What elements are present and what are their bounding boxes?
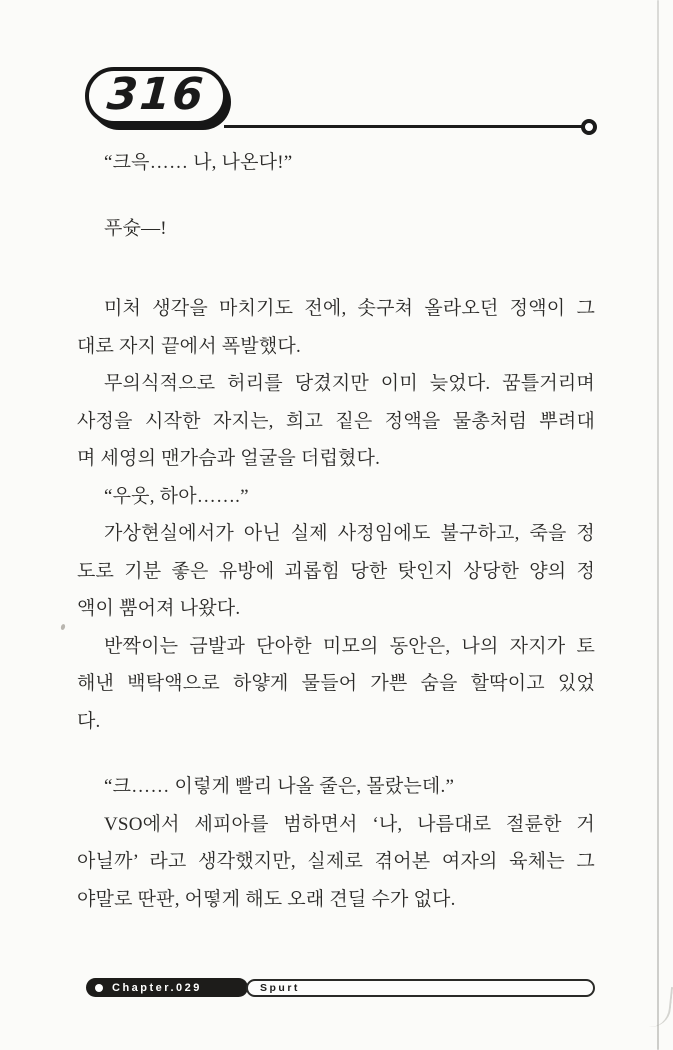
text-line: 도로 기분 좋은 유방에 괴롭힘 당한 탓인지 상당한 양의 정 [77, 560, 595, 582]
section-title-pill [246, 979, 595, 997]
text-line: 무의식적으로 허리를 당겼지만 이미 늦었다. 꿈틀거리며 [104, 373, 595, 394]
page-number: 316 [105, 68, 207, 120]
bullet-dot-icon [95, 984, 103, 992]
text-line: “크윽…… 나, 나온다!” [104, 152, 293, 173]
ring-icon [581, 119, 597, 135]
text-line: 며 세영의 맨가슴과 얼굴을 더럽혔다. [77, 448, 381, 469]
text-line: 아닐까’ 라고 생각했지만, 실제로 겪어본 여자의 육체는 그 [77, 851, 595, 872]
text-line: VSO에서 세피아를 범하면서 ‘나, 나름대로 절륜한 거 [104, 813, 595, 835]
text-line: “크…… 이렇게 빨리 나올 줄은, 몰랐는데.” [104, 776, 455, 797]
chapter-label: Chapter.029 [112, 982, 202, 994]
text-line: 대로 자지 끝에서 폭발했다. [77, 335, 301, 357]
text-line: 사정을 시작한 자지는, 희고 짙은 정액을 물총처럼 뿌려대 [77, 410, 595, 432]
chapter-badge [86, 978, 248, 997]
text-line: 가상현실에서가 아닌 실제 사정임에도 불구하고, 죽을 정 [104, 523, 595, 544]
scan-speck [60, 624, 66, 631]
text-line: 푸슛―! [104, 217, 167, 239]
text-line: “우웃, 하아…….” [104, 485, 249, 507]
text-line: 액이 뿜어져 나왔다. [77, 598, 241, 619]
text-line: 반짝이는 금발과 단아한 미모의 동안은, 나의 자지가 토 [104, 635, 595, 657]
section-title-label: Spurt [260, 982, 300, 994]
text-line: 다. [77, 710, 101, 732]
page-edge-shadow [657, 0, 659, 1050]
text-line: 미처 생각을 마치기도 전에, 솟구쳐 올라오던 정액이 그 [104, 298, 595, 319]
header-rule-line [224, 125, 584, 128]
text-line: 야말로 딴판, 어떻게 해도 오래 견딜 수가 없다. [77, 888, 456, 910]
page-curl-shadow [649, 985, 673, 1029]
text-line: 해낸 백탁액으로 하얗게 물들어 가쁜 숨을 할딱이고 있었 [77, 673, 595, 694]
body-text [77, 144, 595, 918]
page-number-badge [85, 67, 227, 125]
